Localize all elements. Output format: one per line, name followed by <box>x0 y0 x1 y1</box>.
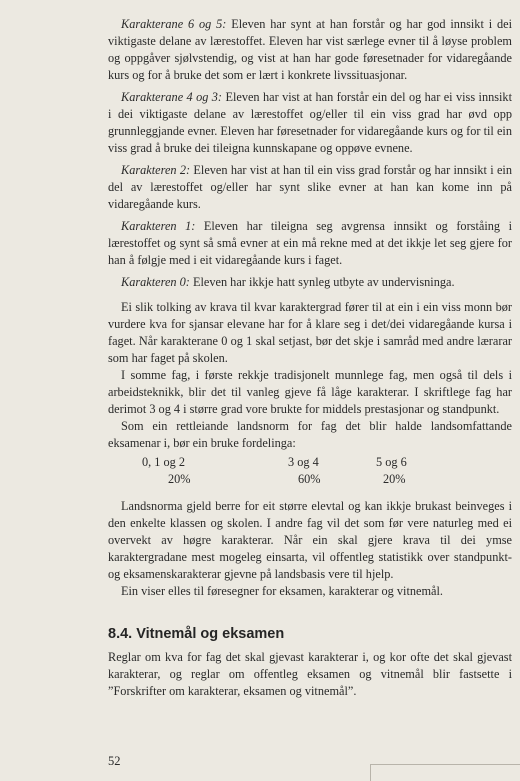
body-text <box>108 16 512 705</box>
distribution-group: 5 og 6 <box>376 455 407 469</box>
grade-label: Karakteren 2: <box>121 163 191 177</box>
grade-label: Karakterane 4 og 3: <box>121 90 223 104</box>
grade-distribution <box>108 454 512 490</box>
grade-description: Eleven har vist at han til ein viss grad forstår og har innsikt i ein del av lærestoffet og/eller har synt slike evner at han kan kome inn på vidaregåande kurs. <box>108 163 512 211</box>
grade-4-3-paragraph <box>108 89 512 157</box>
paragraph-oral-subjects: I somme fag, i første rekkje tradisjonelt munnlege fag, men også til dels i arbeidsteknikk, blir det til vanleg gjeve få låge karakterar. I skriftlege fag har derimot 3 og 4 i større grad vore brukte for middels prestasjonar og standpunkt. <box>108 368 512 416</box>
grade-6-5-paragraph <box>108 16 512 84</box>
section-text: Reglar om kva for fag det skal gjevast karakterar i, og kor ofte det skal gjevast karakterar, og reglar om offentleg eksamen og vitnemål blir fastsette i ”Forskrifter om karakterar, eksamen og vitnemål”. <box>108 650 512 698</box>
paragraph-national-norm: Som ein rettleiande landsnorm for fag det blir halde landsomfattande eksamenar i, bør ein bruke fordelinga: <box>108 419 512 450</box>
grade-description: Eleven har tileigna seg avgrensa innsikt og forståing i lærestoffet og synt så små evner at ein må rekne med at det ikkje let seg gjere for han å følgje med i eit vidaregåande kurs i faget. <box>108 219 513 267</box>
distribution-percent: 60% <box>298 472 321 486</box>
grade-description: Eleven har ikkje hatt synleg utbyte av undervisninga. <box>192 275 455 289</box>
grade-label: Karakteren 0: <box>121 275 190 289</box>
grade-label: Karakteren 1: <box>121 219 196 233</box>
grade-0-paragraph <box>108 274 512 291</box>
paragraph-norm-scope: Landsnorma gjeld berre for eit større elevtal og kan ikkje brukast beinveges i den enkelte klassen og skolen. I andre fag vil det som før vere naturleg med ei overvekt av høgre karakterar. Når ein skal gjere krava til dei ymse karaktergradane mest mogeleg einsarta, vil offentleg statistikk over standpunkt- og eksamenskarakterar gjevne på landsbasis vere til hjelp. <box>108 499 512 581</box>
grade-1-paragraph <box>108 218 512 269</box>
grade-description: Eleven har synt at han forstår og har god innsikt i dei viktigaste delane av lærestoffet. Eleven har vist særlege evner til å løyse problem og oppgåver sjølvstendig, og vist at han har gode føresetnader for vidaregåande kurs og for å bruke det som er lært i konkrete livssituasjonar. <box>108 17 512 82</box>
page-number: 52 <box>108 754 121 768</box>
corner-rule <box>370 764 520 765</box>
grade-label: Karakterane 6 og 5: <box>121 17 227 31</box>
distribution-group: 3 og 4 <box>288 455 319 469</box>
section-heading: 8.4. Vitnemål og eksamen <box>108 626 285 642</box>
distribution-group: 0, 1 og 2 <box>142 455 186 469</box>
paragraph-reference: Ein viser elles til føresegner for eksamen, karakterar og vitnemål. <box>121 584 443 598</box>
grade-2-paragraph <box>108 162 512 213</box>
corner-rule-vertical <box>370 764 371 781</box>
grade-description: Eleven har vist at han forstår ein del og har ei viss innsikt i dei viktigaste delane av lærestoffet og/eller til ein viss grad har øvd opp grunnleggjande evner. Eleven har føresetnader for vidaregåande kurs og for til ein viss grad å bruke dei tileigna kunnskapane og oppøve evnene. <box>108 90 513 155</box>
distribution-percent: 20% <box>383 472 406 486</box>
distribution-percent: 20% <box>168 472 191 486</box>
paragraph-interpretation: Ei slik tolking av krava til kvar karaktergrad fører til at ein i ein viss monn bør vurdere kva for sjansar elevane har for å klare seg i det/dei vidaregåande kursa i faget. Når karakterane 0 og 1 skal setjast, bør det skje i samråd med andre lærarar som har faget på skolen. <box>108 300 512 365</box>
